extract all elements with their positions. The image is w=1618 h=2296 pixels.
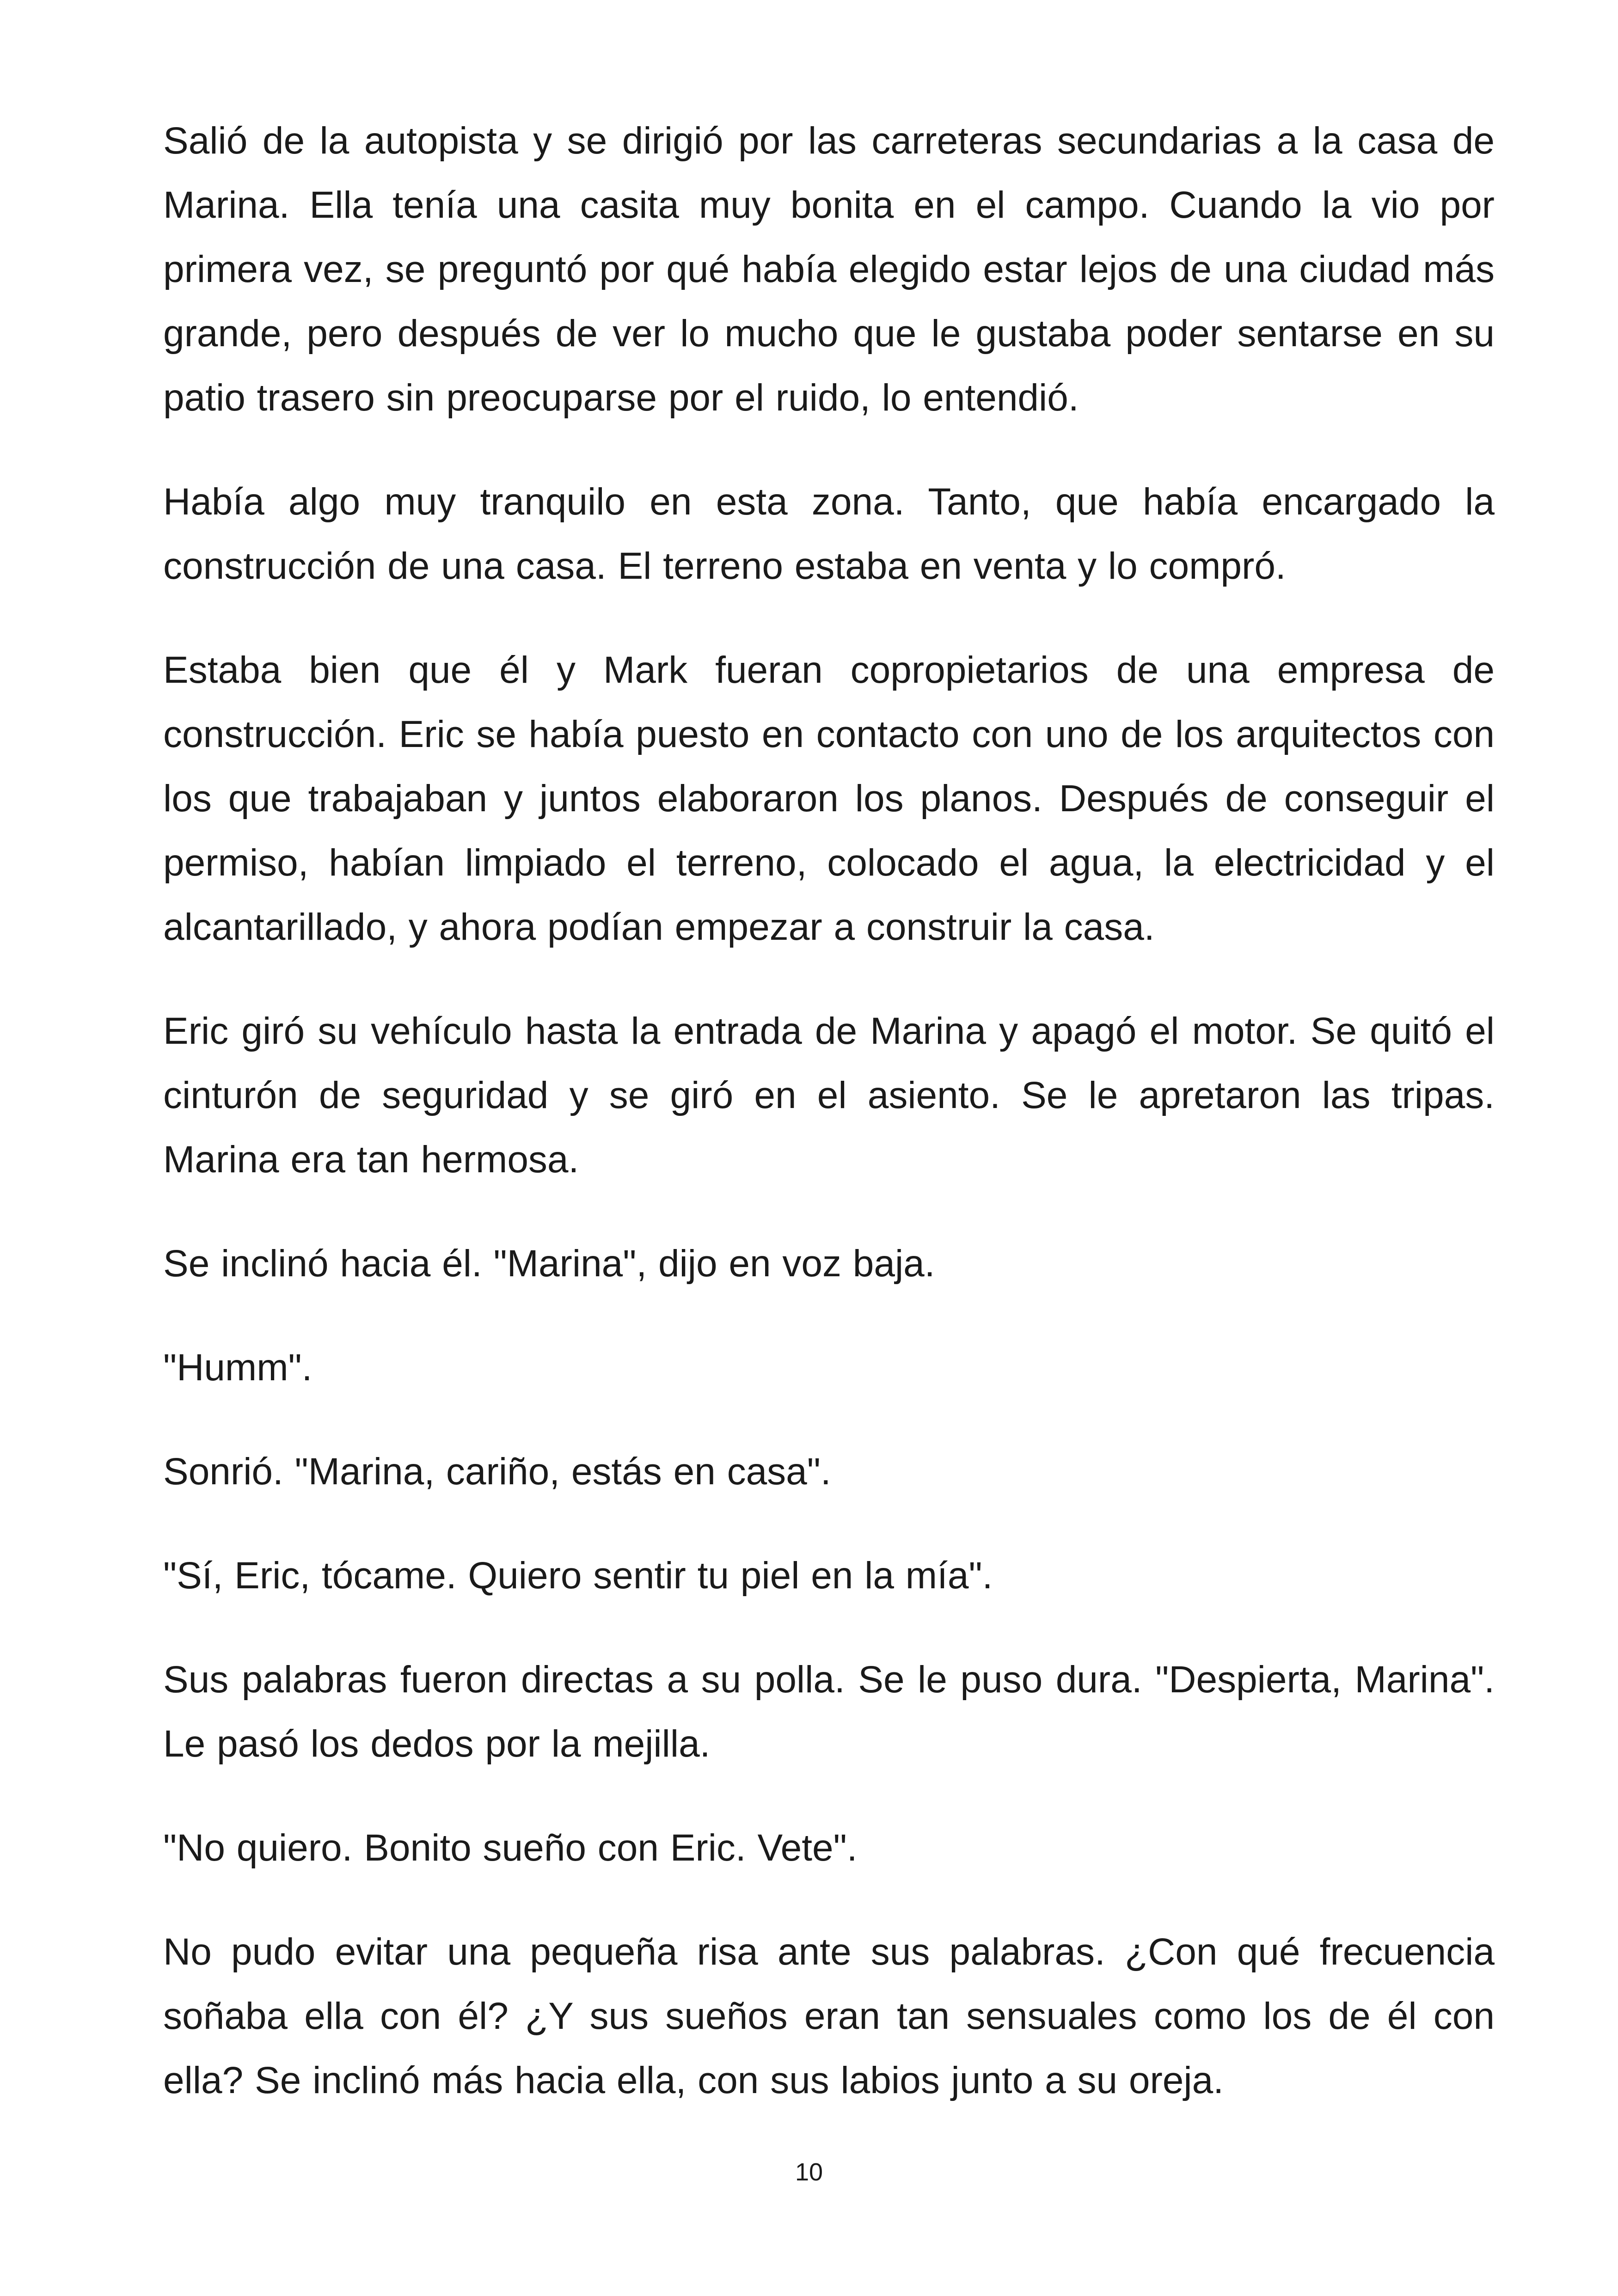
paragraph: No pudo evitar una pequeña risa ante sus palabras. ¿Con qué frecuencia soñaba ella con él? ¿Y sus sueños eran tan sensuales como los de él con ella? Se inclinó más hacia ella, con sus labios junto a su oreja. — [163, 1931, 1495, 2101]
paragraph: Eric giró su vehículo hasta la entrada de Marina y apagó el motor. Se quitó el cinturón de seguridad y se giró en el asiento. Se le apretaron las tripas. Marina era tan hermosa. — [163, 1010, 1495, 1181]
paragraph: Sonrió. "Marina, cariño, estás en casa". — [163, 1451, 831, 1493]
paragraph: "Sí, Eric, tócame. Quiero sentir tu piel en la mía". — [163, 1555, 993, 1597]
paragraph: Había algo muy tranquilo en esta zona. Tanto, que había encargado la construcción de una casa. El terreno estaba en venta y lo compró. — [163, 481, 1495, 587]
paragraph: "Humm". — [163, 1347, 313, 1389]
paragraph: Salió de la autopista y se dirigió por las carreteras secundarias a la casa de Marina. Ella tenía una casita muy bonita en el campo. Cuando la vio por primera vez, se preguntó por qué había elegido estar lejos de una ciudad más grande, pero después de ver lo mucho que le gustaba poder sentarse en su patio trasero sin preocuparse por el ruido, lo entendió. — [163, 120, 1495, 419]
paragraph: Estaba bien que él y Mark fueran copropietarios de una empresa de construcción. Eric se había puesto en contacto con uno de los arquitectos con los que trabajaban y juntos elaboraron los planos. Después de conseguir el permiso, habían limpiado el terreno, colocado el agua, la electricidad y el alcantarillado, y ahora podían empezar a construir la casa. — [163, 649, 1495, 948]
paragraph: Sus palabras fueron directas a su polla. Se le puso dura. "Despierta, Marina". Le pasó los dedos por la mejilla. — [163, 1659, 1495, 1765]
page-number: 10 — [795, 2158, 823, 2186]
body-text — [163, 109, 1495, 2152]
paragraph: "No quiero. Bonito sueño con Eric. Vete". — [163, 1827, 858, 1869]
paragraph: Se inclinó hacia él. "Marina", dijo en voz baja. — [163, 1243, 935, 1285]
